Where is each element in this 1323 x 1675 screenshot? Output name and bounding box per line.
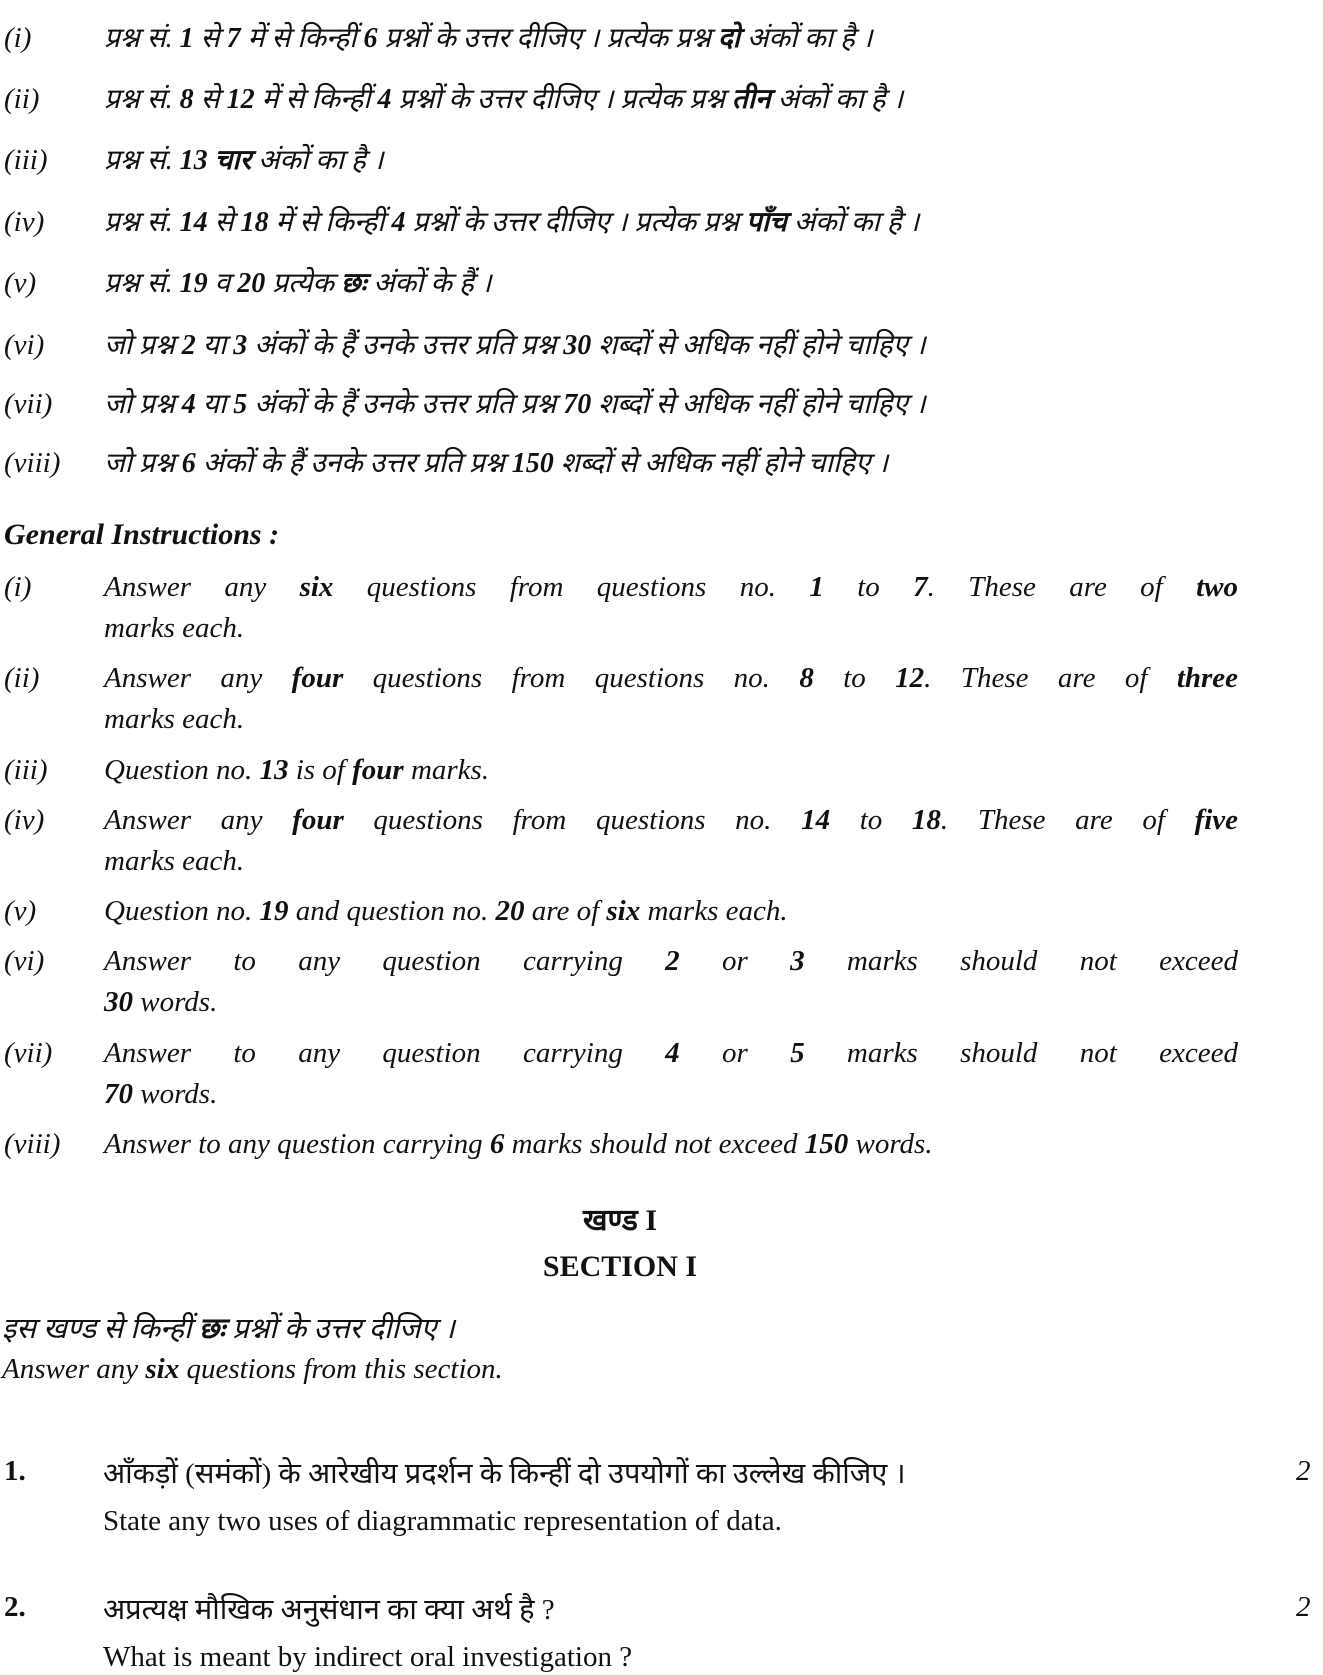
text-segment (208, 145, 215, 176)
text-segment: Answer any (104, 662, 292, 694)
text-segment: शब्दों से अधिक नहीं होने चाहिए । (553, 448, 889, 479)
text-segment: Answer to any question carrying (104, 1037, 666, 1069)
bold-text: 6 (489, 1128, 505, 1160)
item-text (104, 1033, 1238, 1074)
item-label: (iv) (4, 804, 45, 836)
bold-text: 12 (895, 662, 925, 694)
text-segment: marks should not exceed (504, 1128, 805, 1160)
bold-text: 18 (911, 804, 941, 836)
item-label: (ii) (4, 83, 40, 115)
text-segment: words. (133, 1078, 218, 1110)
bold-text: 19 (179, 268, 208, 299)
bold-text: 14 (179, 207, 208, 238)
bold-text: 70 (104, 1078, 133, 1110)
bold-text: 4 (181, 389, 196, 420)
text-segment: Answer to any question carrying (104, 1128, 490, 1160)
item-text (104, 18, 1238, 59)
bold-text: three (1176, 662, 1239, 694)
bold-text: 6 (181, 448, 196, 479)
text-segment: या (195, 330, 234, 361)
text-segment: जो प्रश्न (104, 448, 182, 479)
item-text (104, 140, 1238, 181)
question-hindi: आँकड़ों (समंकों) के आरेखीय प्रदर्शन के किन्हीं दो उपयोगों का उल्लेख कीजिए । (103, 1458, 906, 1490)
text-segment: प्रश्नों के उत्तर दीजिए । प्रत्येक प्रश्न (377, 23, 718, 54)
text-segment: Answer to any question carrying (104, 945, 666, 977)
text-segment: से (207, 207, 241, 238)
text-segment: प्रश्न सं. (104, 207, 180, 238)
item-label: (iii) (4, 144, 48, 176)
item-text (104, 443, 1238, 484)
bold-text: 4 (665, 1037, 680, 1069)
text-segment: प्रश्नों के उत्तर दीजिए । (225, 1313, 455, 1345)
question-marks: 2 (1296, 1455, 1311, 1487)
text-segment: or (679, 945, 791, 977)
text-segment: Question no. (104, 895, 260, 927)
section-title: SECTION I (542, 1250, 698, 1283)
bold-text: 4 (391, 207, 406, 238)
bold-text: 7 (226, 23, 241, 54)
bold-text: 20 (495, 895, 525, 927)
bold-text: 8 (799, 662, 814, 694)
item-text (104, 841, 1238, 882)
text-segment: marks should not exceed (804, 1037, 1238, 1069)
text-segment: प्रश्नों के उत्तर दीजिए । प्रत्येक प्रश्न (391, 84, 732, 115)
item-text (104, 800, 1238, 841)
text-segment: प्रश्न सं. (104, 145, 180, 176)
item-text (104, 1074, 1238, 1115)
text-segment: से (193, 23, 227, 54)
item-text (104, 325, 1238, 366)
text-segment: व (207, 268, 238, 299)
bold-text: four (292, 804, 344, 836)
bold-text: six (299, 571, 334, 603)
bold-text: 13 (179, 145, 208, 176)
item-text (104, 658, 1238, 699)
item-text (104, 608, 1238, 649)
bold-text: 13 (259, 754, 289, 786)
item-text (104, 202, 1238, 243)
item-label: (i) (4, 22, 32, 54)
item-label: (vi) (4, 329, 45, 361)
text-segment: and question no. (288, 895, 496, 927)
text-segment: से (193, 84, 227, 115)
text-segment: questions from this section. (179, 1353, 503, 1385)
text-segment: marks should not exceed (804, 945, 1238, 977)
bold-text: चार (214, 145, 252, 176)
question-english: State any two uses of diagrammatic representation of data. (103, 1505, 782, 1537)
text-segment: अंकों का है । (740, 23, 873, 54)
bold-text: 2 (181, 330, 196, 361)
text-segment: अंकों के हैं । (366, 268, 492, 299)
text-segment: शब्दों से अधिक नहीं होने चाहिए । (591, 330, 926, 361)
section-hindi-instruction (2, 1308, 455, 1347)
bold-text: 19 (259, 895, 289, 927)
question-hindi: अप्रत्यक्ष मौखिक अनुसंधान का क्या अर्थ है ? (103, 1594, 555, 1626)
text-segment: words. (848, 1128, 933, 1160)
text-segment: to (823, 571, 914, 603)
bold-text: five (1194, 804, 1239, 836)
text-segment: marks. (403, 754, 490, 786)
item-label: (vii) (4, 388, 53, 420)
bold-text: 30 (563, 330, 592, 361)
text-segment: इस खण्ड से किन्हीं (2, 1313, 199, 1345)
text-segment: में से किन्हीं (240, 23, 364, 54)
bold-text: 12 (226, 84, 255, 115)
item-label: (ii) (4, 662, 40, 694)
item-label: (iv) (4, 206, 45, 238)
text-segment: प्रश्न सं. (104, 84, 180, 115)
item-text (104, 1124, 1238, 1165)
bold-text: 150 (511, 448, 554, 479)
item-text (104, 982, 1238, 1023)
text-segment: words. (133, 986, 218, 1018)
text-segment: or (679, 1037, 791, 1069)
text-segment: अंकों के हैं उनके उत्तर प्रति प्रश्न (247, 330, 564, 361)
bold-text: 8 (179, 84, 194, 115)
text-segment: . These are of (924, 662, 1177, 694)
item-text (104, 699, 1238, 740)
bold-text: 18 (240, 207, 269, 238)
section-instruction (2, 1353, 503, 1386)
text-segment: जो प्रश्न (104, 330, 182, 361)
text-segment: जो प्रश्न (104, 389, 182, 420)
text-segment: शब्दों से अधिक नहीं होने चाहिए । (591, 389, 926, 420)
text-segment: या (195, 389, 234, 420)
bold-text: four (352, 754, 404, 786)
bold-text: six (606, 895, 641, 927)
item-label: (vii) (4, 1037, 53, 1069)
text-segment: में से किन्हीं (268, 207, 392, 238)
item-text (104, 891, 1238, 932)
text-segment: अंकों के हैं उनके उत्तर प्रति प्रश्न (195, 448, 512, 479)
text-segment: questions from questions no. (343, 662, 800, 694)
question-marks: 2 (1296, 1591, 1311, 1623)
bold-text: पाँच (745, 207, 787, 238)
item-label: (iii) (4, 754, 48, 786)
section-hindi-title: खण्ड I (582, 1204, 657, 1237)
bold-text: 20 (237, 268, 266, 299)
bold-text: 70 (563, 389, 592, 420)
text-segment: में से किन्हीं (254, 84, 378, 115)
text-segment: questions from questions no. (333, 571, 810, 603)
bold-text: two (1196, 571, 1239, 603)
text-segment: are of (524, 895, 607, 927)
text-segment: marks each. (640, 895, 788, 927)
item-text (104, 567, 1238, 608)
item-text (104, 384, 1238, 425)
text-segment: Answer any (2, 1353, 146, 1385)
text-segment: . These are of (940, 804, 1195, 836)
text-segment: Question no. (104, 754, 260, 786)
item-text (104, 263, 1238, 304)
text-segment: Answer any (104, 571, 300, 603)
text-segment: अंकों का है । (251, 145, 384, 176)
item-text (104, 79, 1238, 120)
text-segment: to (813, 662, 896, 694)
bold-text: 3 (233, 330, 248, 361)
item-label: (v) (4, 895, 37, 927)
bold-text: 3 (790, 945, 805, 977)
item-label: (viii) (4, 1128, 61, 1160)
item-text (104, 941, 1238, 982)
bold-text: 6 (363, 23, 378, 54)
question-number: 1. (4, 1455, 26, 1487)
item-label: (i) (4, 571, 32, 603)
bold-text: 4 (377, 84, 392, 115)
text-segment: अंकों का है । (786, 207, 920, 238)
text-segment: to (830, 804, 912, 836)
text-segment: . These are of (927, 571, 1197, 603)
item-label: (vi) (4, 945, 45, 977)
bold-text: six (145, 1353, 180, 1385)
item-text (104, 750, 1238, 791)
item-label: (v) (4, 267, 37, 299)
bold-text: 7 (913, 571, 928, 603)
text-segment: प्रश्नों के उत्तर दीजिए । प्रत्येक प्रश्न (405, 207, 746, 238)
bold-text: छः (341, 268, 367, 299)
bold-text: four (291, 662, 344, 694)
bold-text: 1 (809, 571, 824, 603)
text-segment: is of (288, 754, 353, 786)
bold-text: दो (717, 23, 741, 54)
item-label: (viii) (4, 447, 61, 479)
text-segment: marks each. (104, 612, 245, 644)
text-segment: questions from questions no. (343, 804, 802, 836)
text-segment: marks each. (104, 845, 245, 877)
bold-text: 150 (804, 1128, 849, 1160)
general-instructions-heading: General Instructions : (4, 518, 280, 551)
text-segment: अंकों के हैं उनके उत्तर प्रति प्रश्न (247, 389, 564, 420)
text-segment: अंकों का है । (770, 84, 904, 115)
question-english: What is meant by indirect oral investigation ? (103, 1641, 633, 1673)
bold-text: तीन (731, 84, 771, 115)
text-segment: प्रत्येक (265, 268, 342, 299)
bold-text: 2 (665, 945, 680, 977)
text-segment: Answer any (104, 804, 293, 836)
bold-text: 14 (801, 804, 831, 836)
bold-text: 30 (104, 986, 133, 1018)
question-number: 2. (4, 1591, 26, 1623)
text-segment: marks each. (104, 703, 245, 735)
bold-text: छः (198, 1313, 226, 1345)
bold-text: 1 (179, 23, 194, 54)
text-segment: प्रश्न सं. (104, 23, 180, 54)
bold-text: 5 (790, 1037, 805, 1069)
bold-text: 5 (233, 389, 248, 420)
text-segment: प्रश्न सं. (104, 268, 180, 299)
